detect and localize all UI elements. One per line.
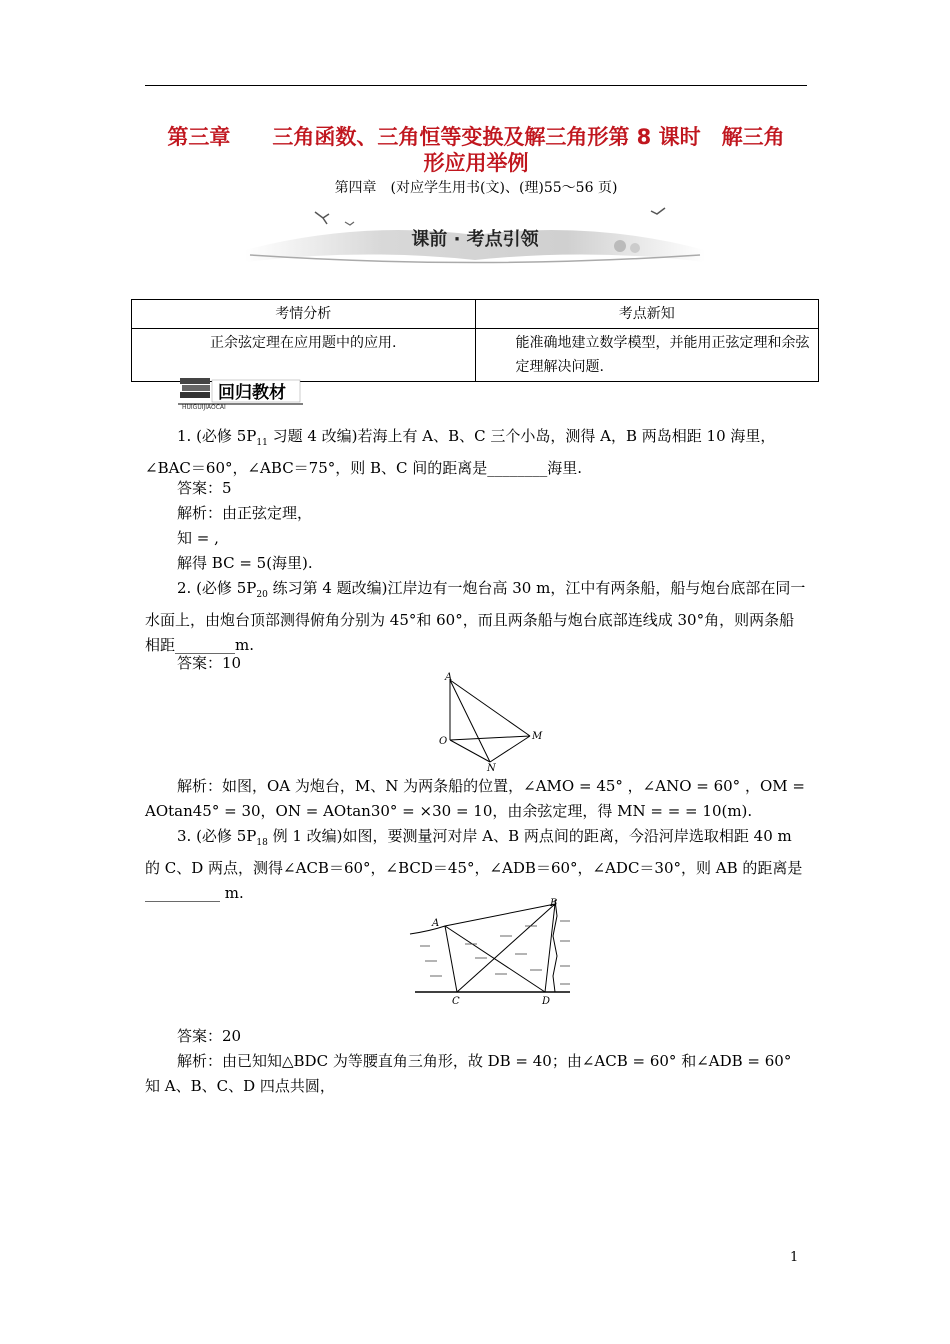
question-2: 2. (必修 $5P_{20}$ 练习第 4 题改编)江岸边有一炮台高 30 m，江中有两条船，船与炮台底部在同一水面上，由炮台顶部测得俯角分别为 45°和 60°，而且两条船与炮台底部连线成 30°角，则两条船相距________m. [145,579,806,654]
section-label: 回归教材 [218,383,286,403]
figure-cannon-ships [435,672,550,772]
analysis-1-line3: 解得 BC = 5(海里). [177,554,313,572]
section-sublabel: HUIGUIJIAOCAI [182,404,226,411]
fig1-label-m: M [532,731,543,742]
fig1-label-n: N [487,763,496,772]
chapter-subtitle: 第四章 (对应学生用书(文)、(理)55～56 页) [334,180,618,196]
banner-text: 课前 · 考点引领 [411,229,539,250]
fig1-label-o: O [439,736,448,747]
analysis-3: 解析：由已知知△BDC 为等腰直角三角形，故 DB = 40；由∠ACB = 60° 和∠ADB = 60° 知 A、B、C、D 四点共圆， [145,1052,792,1095]
fig2-label-d: D [542,996,551,1006]
fig2-label-c: C [452,996,460,1006]
analysis-1-line2: 知 = , [177,529,219,547]
chapter-title-line1: 第三章 三角函数、三角恒等变换及解三角形第 8 课时 解三角 [167,125,785,149]
analysis-2: 解析：如图，OA 为炮台，M、N 为两条船的位置，∠AMO = 45° ，∠ANO = 60° ，OM = AOtan45° = 30，ON = AOtan30° = ×30 = 10，由余弦定理，得 MN = = = 10(m). [145,777,805,820]
fig2-label-b: B [550,898,558,909]
analysis-1-line1: 解析：由正弦定理， [177,504,313,522]
question-3: 3. (必修 $5P_{18}$ 例 1 改编)如图，要测量河对岸 A、B 两点间的距离，今沿河岸选取相距 40 m 的 C、D 两点，测得∠ACB＝60°，∠BCD＝45°，∠ADB＝60°，∠ADC＝30°，则 AB 的距离是__________ m. [145,827,803,902]
exam-info-table [131,299,819,382]
chapter-title-line2: 形应用举例 [423,151,529,175]
section-label-icon [178,374,303,412]
fig2-label-a: A [432,918,440,929]
answer-1: 答案：5 [177,479,232,497]
table-cell-knowledge: 能准确地建立数学模型，并能用正弦定理和余弦定理解决问题. [475,329,819,382]
answer-2: 答案：10 [177,654,242,672]
page-number: 1 [790,1250,799,1265]
figure-river [405,896,580,1006]
table-cell-analysis: 正余弦定理在应用题中的应用. [132,329,476,382]
table-header-analysis: 考情分析 [132,300,476,329]
header-rule [145,85,807,86]
fig1-label-a: A [445,672,453,683]
section-banner [240,200,710,280]
answer-3: 答案：20 [177,1027,242,1045]
table-header-knowledge: 考点新知 [475,300,819,329]
question-1: 1. (必修 $5P_{11}$ 习题 4 改编)若海上有 A、B、C 三个小岛，测得 A，B 两岛相距 10 海里，∠BAC＝60°，∠ABC＝75°，则 B、C 间的距离是________海里. [145,427,776,477]
